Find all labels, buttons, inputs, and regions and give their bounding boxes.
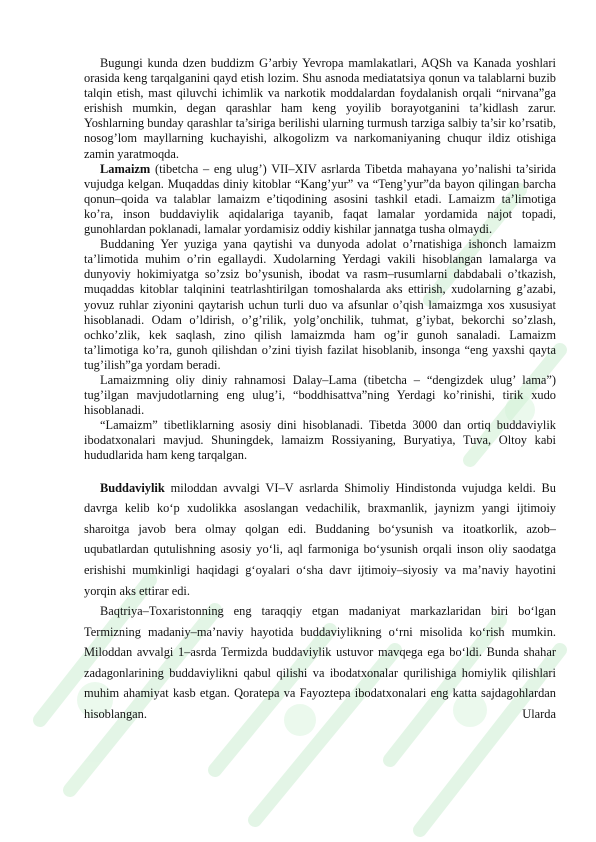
paragraph-text: miloddan avvalgi VI–V asrlarda Shimoliy Hindistonda vujudga keldi. Bu davrga kelib ko‘p xudolikka asoslangan vedachilik, braxmanlik, jaynizm yangi ijtimoiy sharoitga javob bera olmay qolgan edi. Buddaning bo‘ysunish va itoatkorlik, azob–uqubatlardan qutulishning asosiy yo‘li, aql farmoniga bo‘ysunish orqali inson oliy saodatga erishishi mumkinligi haqidagi g‘oyalari o‘sha davr ijtimoiy–siyosiy va ma’naviy hayotini yorqin aks ettirar edi. <box>84 480 556 598</box>
paragraph-text: “Lamaizm” tibetliklarning asosiy dini hisoblanadi. Tibetda 3000 dan ortiq buddaviylik ibodatxonalari mavjud. Shuningdek, lamaizm Rossiyaning, Buryatiya, Tuva, Oltoy kabi hududlarida ham keng tarqalgan. <box>84 418 556 463</box>
paragraph-dalai-lama <box>84 373 556 418</box>
paragraph-zen-buddhism <box>84 56 556 162</box>
paragraph-lamaism-teaching <box>84 237 556 373</box>
paragraph-termez <box>84 601 556 725</box>
term-lamaizm: Lamaizm <box>100 161 151 176</box>
paragraph-text: Buddaning Yer yuziga yana qaytishi va dunyoda adolat o’rnatishiga ishonch lamaizm ta’limotida muhim o’rin egallaydi. Xudolarning Yerdagi vakili hisoblangan lamalarga va dunyoviy hokimiyatga so’zsiz bo’ysunish, ibodat va rasm–rusumlarni dabdabali o’tkazish, muqaddas kitoblar talqinini teatrlashtirilgan tomoshalarda aks ettirish, xudolarning g’azabi, yovuz ruhlar ziyonini qaytarish uchun turli duo va afsunlar o’qish lamaizmga xos xususiyat hisoblanadi. Odam o’ldirish, o’g’rilik, yolg’onchilik, tuhmat, g’iybat, bekorchi so’zlash, ochko’zlik, kek saqlash, zino qilish lamaizmda ham og’ir gunoh sanaladi. Lamaizm ta’limotiga ko’ra, gunoh qilishdan o’zini tiyish fazilat hisoblanib, insonga “eng yaxshi qayta tug’ilish”ga yordam beradi. <box>84 237 556 372</box>
paragraph-lamaism-spread <box>84 418 556 463</box>
paragraph-lamaism <box>84 162 556 237</box>
paragraph-text: Lamaizmning oliy diniy rahnamosi Dalay–Lama (tibetcha – “dengizdek ulug’ lama”) tug’ilgan mavjudotlarning eng ulug’i, “boddhisattva”ning Yerdagi ko’rinishi, tirik xudo hisoblanadi. <box>84 372 556 418</box>
paragraph-text: Baqtriya–Toxaristonning eng taraqqiy etgan madaniyat markazlaridan biri bo‘lgan Termizning madaniy–ma’naviy hayotida buddaviylikning o‘rni misolida ko‘rish mumkin. Miloddan avvalgi 1–asrda Termizda buddaviylik ustuvor mavqega ega bo‘ldi. Bunda shahar zadagonlarining buddaviylikni qabul qilishi va ibodatxonalar qurilishiga homiylik qilishlari muhim ahamiyat kasb etgan. Qoratepa va Fayoztepa ibodatxonalari eng katta sajdagohlardan hisoblangan. Ularda <box>84 604 556 722</box>
paragraph-text: (tibetcha – eng ulug’) VII–XIV asrlarda Tibetda mahayana yo’nalishi ta’sirida vujudga kelgan. Muqaddas diniy kitoblar “Kang’yur” va “Teng’yur”da bayon qilingan barcha qonun–qoida va talablar lamaizm e’tiqodining asosini tashkil etadi. Lamaizm ta’limotiga ko’ra, inson buddaviylik aqidalariga tayanib, faqat lamalar yordamida najot topadi, gunohlardan poklanadi, lamalar yordamisiz oddiy kishilar jannatga tusha olmaydi. <box>84 161 556 237</box>
document-page <box>84 56 556 725</box>
section-gap <box>84 464 556 478</box>
term-buddaviylik: Buddaviylik <box>100 480 165 495</box>
paragraph-buddhism <box>84 478 556 602</box>
paragraph-text: Bugungi kunda dzen buddizm G’arbiy Yevropa mamlakatlari, AQSh va Kanada yoshlari orasida keng tarqalganini qayd etish lozim. Shu asnoda mediatatsiya qonun va talablarni buzib talqin etish, mast qiluvchi ichimlik va narkotik moddalardan foydalanish orqali “nirvana”ga erishish mumkin, degan qarashlar ham keng yoyilib borayotganini ta’kidlash zarur. Yoshlarning bunday qarashlar ta’siriga berilishi ularning turmush tarziga salbiy ta’sir ko’rsatib, nosog’lom mayllarning kuchayishi, alkogolizm va narkomaniyaning chuqur ildiz otishiga zamin yaratmoqda. <box>84 56 556 161</box>
